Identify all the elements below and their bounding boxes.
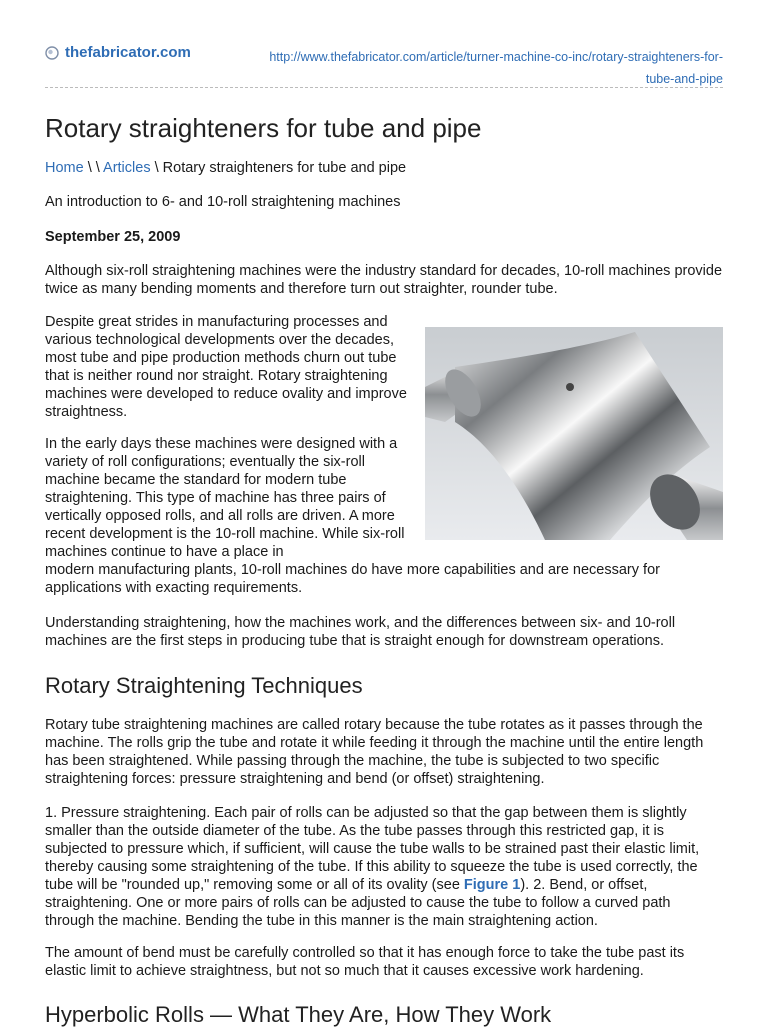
paragraph: Understanding straightening, how the machines work, and the differences between six- and 10-roll machines are the first steps in producing tube that is straight enough for downstream operations.: [45, 615, 676, 649]
article-date: September 25, 2009: [45, 229, 181, 245]
page-header: [45, 44, 723, 86]
article-subtitle: An introduction to 6- and 10-roll straightening machines: [45, 194, 401, 210]
section-heading: Hyperbolic Rolls — What They Are, How They Work: [45, 1002, 552, 1027]
paragraph-continuation: modern manufacturing plants, 10-roll machines do have more capabilities and are necessary for applications with exacting requirements.: [45, 562, 660, 596]
paragraph-text: ). 2. Bend, or offset, straightening. One or more pairs of rolls can be adjusted to cause the tube to follow a curved path through the machine. Bending the tube in this manner is the main straightening action.: [45, 877, 671, 929]
site-name[interactable]: thefabricator.com: [65, 44, 191, 61]
source-url[interactable]: [203, 46, 723, 90]
article-title: Rotary straighteners for tube and pipe: [45, 113, 482, 143]
breadcrumb-separator: \: [150, 160, 163, 176]
figure-1-link[interactable]: Figure 1: [463, 877, 521, 893]
breadcrumb-current: Rotary straighteners for tube and pipe: [162, 160, 407, 176]
breadcrumb-articles-link[interactable]: Articles: [103, 160, 151, 176]
header-divider: [45, 87, 723, 88]
paragraph: [45, 804, 723, 930]
paragraph: Despite great strides in manufacturing processes and various technological developments over the decades, most tube and pipe production methods churn out tube that is neither round nor straight. Rotary straightening machines were developed to reduce ovality and improve straightness.: [45, 314, 407, 420]
breadcrumb: [45, 160, 406, 176]
globe-icon: [45, 46, 59, 60]
roll-photo: [425, 327, 723, 540]
paragraph-text: 1. Pressure straightening. Each pair of rolls can be adjusted so that the gap between them is slightly smaller than the outside diameter of the tube. As the tube passes through this restricted gap, it is subjected to pressure which, if sufficient, will cause the tube walls to be strained past their elastic limit, thereby causing some straightening of the tube. If this ability to squeeze the tube is used correctly, the tube will be "rounded up," removing some or all of its ovality (see: [45, 805, 700, 893]
paragraph: In the early days these machines were designed with a variety of roll configurations; eventually the six-roll machine became the standard for modern tube straightening. This type of machine has three pairs of vertically opposed rolls, and all rolls are driven. A more recent development is the 10-roll machine. While six-roll machines continue to have a place in: [45, 436, 405, 560]
breadcrumb-separator: \ \: [83, 160, 104, 176]
paragraph: Although six-roll straightening machines were the industry standard for decades, 10-roll machines provide twice as many bending moments and therefore turn out straighter, rounder tube.: [45, 263, 723, 297]
source-url-line2[interactable]: tube-and-pipe: [645, 72, 723, 86]
paragraph: Rotary tube straightening machines are called rotary because the tube rotates as it passes through the machine. The rolls grip the tube and rotate it while feeding it through the machine until the entire length has been straightened. While passing through the machine, the tube is subjected to two specific straightening forces: pressure straightening and bend (or offset) straightening.: [45, 717, 704, 787]
section-heading: Rotary Straightening Techniques: [45, 673, 363, 698]
breadcrumb-home-link[interactable]: Home: [45, 160, 84, 176]
source-url-line1[interactable]: http://www.thefabricator.com/article/turner-machine-co-inc/rotary-straighteners-for-: [269, 50, 723, 64]
paragraph: The amount of bend must be carefully controlled so that it has enough force to take the tube past its elastic limit to achieve straightness, but not so much that it causes excessive work hardening.: [45, 945, 685, 979]
